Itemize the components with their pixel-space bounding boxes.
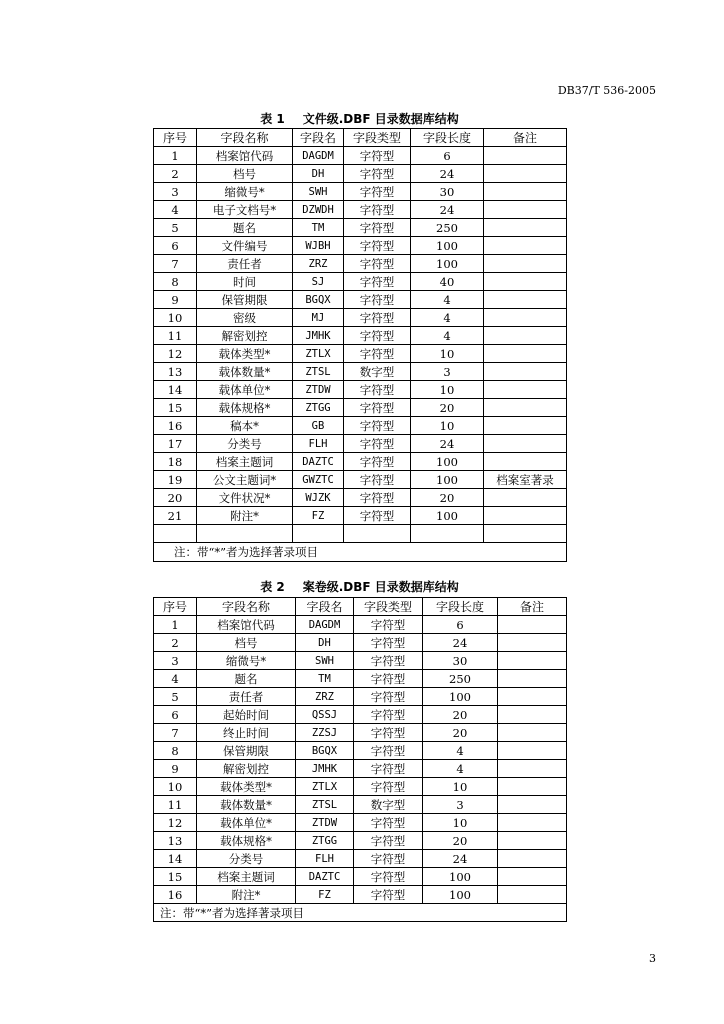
cell-field-length: 10 <box>411 345 484 363</box>
cell-remark <box>484 237 567 255</box>
cell-field-name: 载体类型* <box>197 345 293 363</box>
cell-remark <box>498 850 567 868</box>
cell-field-type: 字符型 <box>354 850 423 868</box>
cell-field-length: 4 <box>423 760 498 778</box>
cell-seq: 1 <box>154 616 197 634</box>
cell-remark <box>484 417 567 435</box>
table-row <box>154 724 567 742</box>
cell-remark <box>498 634 567 652</box>
table-row <box>154 832 567 850</box>
cell-seq: 11 <box>154 796 197 814</box>
table1-number: 表 1 <box>260 112 285 126</box>
cell-field-code: DZWDH <box>293 201 344 219</box>
table1-caption <box>153 110 566 127</box>
table-row <box>154 652 567 670</box>
cell-field-code: ZTLX <box>296 778 354 796</box>
cell-seq: 12 <box>154 345 197 363</box>
cell-seq: 16 <box>154 417 197 435</box>
cell-field-code: ZTDW <box>296 814 354 832</box>
cell-field-name: 分类号 <box>197 435 293 453</box>
cell-seq: 13 <box>154 363 197 381</box>
table-row <box>154 327 567 345</box>
table-row <box>154 616 567 634</box>
cell-remark <box>484 435 567 453</box>
table2-number: 表 2 <box>260 580 285 594</box>
cell-remark <box>498 670 567 688</box>
cell-field-code: BGQX <box>293 291 344 309</box>
cell-seq: 8 <box>154 273 197 291</box>
cell-remark <box>484 363 567 381</box>
cell-field-type: 字符型 <box>344 183 411 201</box>
cell-field-length: 24 <box>423 634 498 652</box>
cell-field-length: 4 <box>411 327 484 345</box>
cell-remark <box>498 796 567 814</box>
table-row <box>154 255 567 273</box>
cell-field-length: 4 <box>411 309 484 327</box>
cell-field-length: 20 <box>423 706 498 724</box>
cell-field-type: 字符型 <box>344 417 411 435</box>
cell-field-length: 20 <box>423 832 498 850</box>
column-header-field-code: 字段名 <box>296 598 354 616</box>
cell-field-code: ZTGG <box>293 399 344 417</box>
cell-field-name: 分类号 <box>197 850 296 868</box>
cell-field-length: 10 <box>423 814 498 832</box>
cell-field-name: 文件编号 <box>197 237 293 255</box>
table2-note-row <box>154 904 567 922</box>
cell-field-code: ZRZ <box>296 688 354 706</box>
cell-seq: 10 <box>154 309 197 327</box>
table-row <box>154 525 567 543</box>
cell-remark <box>484 291 567 309</box>
cell-field-name: 载体单位* <box>197 814 296 832</box>
table2-body <box>154 616 567 904</box>
table1-header-row <box>154 129 567 147</box>
cell-seq: 17 <box>154 435 197 453</box>
cell-field-type: 字符型 <box>344 201 411 219</box>
table-row <box>154 796 567 814</box>
cell-field-name: 载体数量* <box>197 796 296 814</box>
cell-field-code: JMHK <box>293 327 344 345</box>
cell-field-length: 100 <box>411 471 484 489</box>
cell-remark <box>484 273 567 291</box>
cell-remark <box>484 489 567 507</box>
cell-seq: 21 <box>154 507 197 525</box>
cell-field-type: 数字型 <box>344 363 411 381</box>
table-row <box>154 850 567 868</box>
cell-field-length <box>411 525 484 543</box>
cell-field-type: 数字型 <box>354 796 423 814</box>
cell-field-name: 档号 <box>197 165 293 183</box>
cell-seq: 4 <box>154 201 197 219</box>
cell-field-code: GWZTC <box>293 471 344 489</box>
table-row <box>154 760 567 778</box>
cell-field-type: 字符型 <box>344 453 411 471</box>
cell-remark <box>498 616 567 634</box>
cell-seq: 15 <box>154 868 197 886</box>
cell-field-code: ZTSL <box>293 363 344 381</box>
cell-field-code: DH <box>296 634 354 652</box>
cell-field-type: 字符型 <box>354 868 423 886</box>
cell-field-code: MJ <box>293 309 344 327</box>
column-header-field-name: 字段名称 <box>197 598 296 616</box>
cell-field-name: 稿本* <box>197 417 293 435</box>
cell-seq: 20 <box>154 489 197 507</box>
table-row <box>154 417 567 435</box>
table-row <box>154 381 567 399</box>
cell-seq: 8 <box>154 742 197 760</box>
column-header-seq: 序号 <box>154 129 197 147</box>
cell-field-length: 24 <box>423 850 498 868</box>
cell-field-type: 字符型 <box>344 381 411 399</box>
cell-seq: 6 <box>154 706 197 724</box>
cell-field-name: 档案馆代码 <box>197 147 293 165</box>
cell-seq: 14 <box>154 381 197 399</box>
cell-seq: 9 <box>154 291 197 309</box>
cell-field-type: 字符型 <box>354 778 423 796</box>
table-row <box>154 435 567 453</box>
cell-seq: 10 <box>154 778 197 796</box>
cell-field-type: 字符型 <box>354 652 423 670</box>
cell-field-name: 载体单位* <box>197 381 293 399</box>
cell-field-length: 100 <box>411 507 484 525</box>
cell-field-length: 30 <box>423 652 498 670</box>
cell-field-type: 字符型 <box>344 255 411 273</box>
table-row <box>154 237 567 255</box>
cell-field-code: TM <box>296 670 354 688</box>
cell-seq: 2 <box>154 165 197 183</box>
cell-field-length: 6 <box>411 147 484 165</box>
cell-field-type: 字符型 <box>344 489 411 507</box>
cell-field-length: 250 <box>411 219 484 237</box>
cell-remark: 档案室著录 <box>484 471 567 489</box>
cell-field-type: 字符型 <box>354 616 423 634</box>
cell-remark <box>484 219 567 237</box>
cell-field-code: SJ <box>293 273 344 291</box>
cell-field-code: GB <box>293 417 344 435</box>
cell-field-type: 字符型 <box>354 886 423 904</box>
cell-field-length: 24 <box>411 165 484 183</box>
cell-field-name: 时间 <box>197 273 293 291</box>
cell-field-name: 载体规格* <box>197 832 296 850</box>
cell-remark <box>498 742 567 760</box>
cell-field-code: WJBH <box>293 237 344 255</box>
table-row <box>154 742 567 760</box>
cell-field-code: DH <box>293 165 344 183</box>
column-header-seq: 序号 <box>154 598 197 616</box>
cell-field-name: 电子文档号* <box>197 201 293 219</box>
cell-field-type: 字符型 <box>354 832 423 850</box>
cell-seq <box>154 525 197 543</box>
cell-seq: 13 <box>154 832 197 850</box>
cell-seq: 7 <box>154 724 197 742</box>
table-row <box>154 219 567 237</box>
table2-header-row <box>154 598 567 616</box>
table-row <box>154 363 567 381</box>
standard-code: DB37/T 536-2005 <box>557 84 656 97</box>
cell-field-length: 30 <box>411 183 484 201</box>
cell-field-code <box>293 525 344 543</box>
table-row <box>154 634 567 652</box>
cell-field-code: FLH <box>293 435 344 453</box>
cell-remark <box>498 778 567 796</box>
cell-seq: 6 <box>154 237 197 255</box>
cell-remark <box>484 507 567 525</box>
table2-note: 注：带“*”者为选择著录项目 <box>154 904 567 922</box>
table1-note-row <box>154 543 567 562</box>
cell-field-type: 字符型 <box>354 760 423 778</box>
table-row <box>154 670 567 688</box>
cell-field-length: 10 <box>411 381 484 399</box>
cell-field-code: ZTLX <box>293 345 344 363</box>
cell-seq: 3 <box>154 183 197 201</box>
cell-remark <box>484 381 567 399</box>
cell-field-type: 字符型 <box>354 670 423 688</box>
cell-field-type: 字符型 <box>344 327 411 345</box>
table-row <box>154 201 567 219</box>
table-row <box>154 291 567 309</box>
table-row <box>154 471 567 489</box>
cell-field-code: DAZTC <box>296 868 354 886</box>
table-row <box>154 489 567 507</box>
cell-remark <box>498 760 567 778</box>
cell-field-length: 100 <box>411 453 484 471</box>
column-header-field-type: 字段类型 <box>354 598 423 616</box>
cell-remark <box>484 147 567 165</box>
cell-field-name: 题名 <box>197 670 296 688</box>
cell-remark <box>484 183 567 201</box>
cell-field-type: 字符型 <box>344 507 411 525</box>
table-row <box>154 399 567 417</box>
cell-seq: 12 <box>154 814 197 832</box>
cell-seq: 16 <box>154 886 197 904</box>
cell-seq: 15 <box>154 399 197 417</box>
cell-remark <box>498 688 567 706</box>
cell-seq: 2 <box>154 634 197 652</box>
cell-field-name: 载体类型* <box>197 778 296 796</box>
cell-field-length: 100 <box>423 886 498 904</box>
cell-remark <box>498 814 567 832</box>
column-header-remark: 备注 <box>498 598 567 616</box>
cell-field-name: 责任者 <box>197 255 293 273</box>
table-row <box>154 886 567 904</box>
cell-field-length: 100 <box>423 688 498 706</box>
cell-field-code: ZTDW <box>293 381 344 399</box>
cell-seq: 5 <box>154 219 197 237</box>
cell-remark <box>484 525 567 543</box>
cell-field-name <box>197 525 293 543</box>
cell-field-name: 保管期限 <box>197 742 296 760</box>
table2-title: 案卷级.DBF 目录数据库结构 <box>302 580 459 594</box>
table-row <box>154 165 567 183</box>
cell-field-type: 字符型 <box>354 706 423 724</box>
cell-field-name: 终止时间 <box>197 724 296 742</box>
cell-field-code: DAGDM <box>293 147 344 165</box>
table2-caption <box>153 578 566 595</box>
cell-field-type: 字符型 <box>344 471 411 489</box>
cell-field-code: FLH <box>296 850 354 868</box>
cell-seq: 9 <box>154 760 197 778</box>
table-row <box>154 309 567 327</box>
table-row <box>154 273 567 291</box>
table-row <box>154 345 567 363</box>
table-row <box>154 868 567 886</box>
cell-field-length: 250 <box>423 670 498 688</box>
table1-note: 注：带“*”者为选择著录项目 <box>154 543 567 562</box>
table-row <box>154 183 567 201</box>
cell-field-code: SWH <box>293 183 344 201</box>
cell-field-length: 24 <box>411 435 484 453</box>
column-header-field-code: 字段名 <box>293 129 344 147</box>
cell-remark <box>484 327 567 345</box>
cell-field-code: ZZSJ <box>296 724 354 742</box>
cell-seq: 5 <box>154 688 197 706</box>
cell-field-length: 6 <box>423 616 498 634</box>
cell-field-type: 字符型 <box>344 399 411 417</box>
cell-field-type: 字符型 <box>354 814 423 832</box>
column-header-field-length: 字段长度 <box>423 598 498 616</box>
cell-field-length: 3 <box>411 363 484 381</box>
cell-field-name: 解密划控 <box>197 760 296 778</box>
cell-field-type: 字符型 <box>354 742 423 760</box>
cell-field-code: TM <box>293 219 344 237</box>
cell-field-code: FZ <box>296 886 354 904</box>
cell-field-length: 24 <box>411 201 484 219</box>
cell-remark <box>484 255 567 273</box>
cell-remark <box>498 706 567 724</box>
cell-field-code: DAZTC <box>293 453 344 471</box>
cell-field-code: ZTGG <box>296 832 354 850</box>
cell-field-type: 字符型 <box>344 165 411 183</box>
cell-field-length: 20 <box>411 399 484 417</box>
cell-field-name: 载体规格* <box>197 399 293 417</box>
page-number: 3 <box>649 952 656 965</box>
cell-field-type: 字符型 <box>344 273 411 291</box>
cell-seq: 11 <box>154 327 197 345</box>
cell-remark <box>484 399 567 417</box>
cell-remark <box>498 724 567 742</box>
cell-field-length: 4 <box>411 291 484 309</box>
cell-field-code: ZRZ <box>293 255 344 273</box>
cell-seq: 19 <box>154 471 197 489</box>
table1-body <box>154 147 567 543</box>
cell-remark <box>498 652 567 670</box>
cell-field-type: 字符型 <box>344 147 411 165</box>
cell-remark <box>484 453 567 471</box>
cell-seq: 14 <box>154 850 197 868</box>
table1-title: 文件级.DBF 目录数据库结构 <box>302 112 459 126</box>
cell-field-code: JMHK <box>296 760 354 778</box>
table-row <box>154 778 567 796</box>
cell-field-length: 3 <box>423 796 498 814</box>
cell-seq: 1 <box>154 147 197 165</box>
cell-field-code: BGQX <box>296 742 354 760</box>
cell-field-code: FZ <box>293 507 344 525</box>
column-header-remark: 备注 <box>484 129 567 147</box>
cell-field-code: SWH <box>296 652 354 670</box>
cell-field-name: 解密划控 <box>197 327 293 345</box>
cell-field-name: 载体数量* <box>197 363 293 381</box>
cell-field-type <box>344 525 411 543</box>
cell-field-name: 密级 <box>197 309 293 327</box>
cell-field-name: 档号 <box>197 634 296 652</box>
cell-field-name: 附注* <box>197 886 296 904</box>
table-row <box>154 688 567 706</box>
cell-field-name: 附注* <box>197 507 293 525</box>
column-header-field-length: 字段长度 <box>411 129 484 147</box>
cell-seq: 4 <box>154 670 197 688</box>
table-row <box>154 706 567 724</box>
cell-field-length: 4 <box>423 742 498 760</box>
cell-field-length: 20 <box>411 489 484 507</box>
cell-field-name: 缩微号* <box>197 183 293 201</box>
cell-field-type: 字符型 <box>354 724 423 742</box>
table-row <box>154 147 567 165</box>
cell-seq: 7 <box>154 255 197 273</box>
cell-seq: 18 <box>154 453 197 471</box>
column-header-field-type: 字段类型 <box>344 129 411 147</box>
cell-field-name: 档案主题词 <box>197 868 296 886</box>
cell-field-type: 字符型 <box>354 634 423 652</box>
cell-field-length: 100 <box>411 255 484 273</box>
cell-remark <box>498 886 567 904</box>
cell-field-name: 保管期限 <box>197 291 293 309</box>
cell-field-length: 20 <box>423 724 498 742</box>
cell-seq: 3 <box>154 652 197 670</box>
cell-field-type: 字符型 <box>344 237 411 255</box>
cell-field-type: 字符型 <box>354 688 423 706</box>
cell-remark <box>484 309 567 327</box>
cell-field-code: ZTSL <box>296 796 354 814</box>
column-header-field-name: 字段名称 <box>197 129 293 147</box>
cell-remark <box>484 165 567 183</box>
cell-field-name: 责任者 <box>197 688 296 706</box>
cell-field-name: 档案馆代码 <box>197 616 296 634</box>
cell-remark <box>498 868 567 886</box>
cell-field-type: 字符型 <box>344 435 411 453</box>
table1 <box>153 128 567 562</box>
cell-field-length: 100 <box>411 237 484 255</box>
cell-field-name: 文件状况* <box>197 489 293 507</box>
cell-field-length: 40 <box>411 273 484 291</box>
cell-field-length: 10 <box>423 778 498 796</box>
cell-remark <box>484 201 567 219</box>
table-row <box>154 814 567 832</box>
cell-field-code: DAGDM <box>296 616 354 634</box>
table-row <box>154 453 567 471</box>
cell-field-type: 字符型 <box>344 291 411 309</box>
cell-field-name: 档案主题词 <box>197 453 293 471</box>
table-row <box>154 507 567 525</box>
cell-field-length: 10 <box>411 417 484 435</box>
cell-field-code: WJZK <box>293 489 344 507</box>
cell-field-name: 缩微号* <box>197 652 296 670</box>
cell-field-name: 起始时间 <box>197 706 296 724</box>
cell-field-code: QSSJ <box>296 706 354 724</box>
cell-field-name: 公文主题词* <box>197 471 293 489</box>
cell-field-length: 100 <box>423 868 498 886</box>
cell-field-name: 题名 <box>197 219 293 237</box>
cell-field-type: 字符型 <box>344 309 411 327</box>
cell-remark <box>498 832 567 850</box>
cell-field-type: 字符型 <box>344 345 411 363</box>
cell-field-type: 字符型 <box>344 219 411 237</box>
cell-remark <box>484 345 567 363</box>
table2 <box>153 597 567 922</box>
